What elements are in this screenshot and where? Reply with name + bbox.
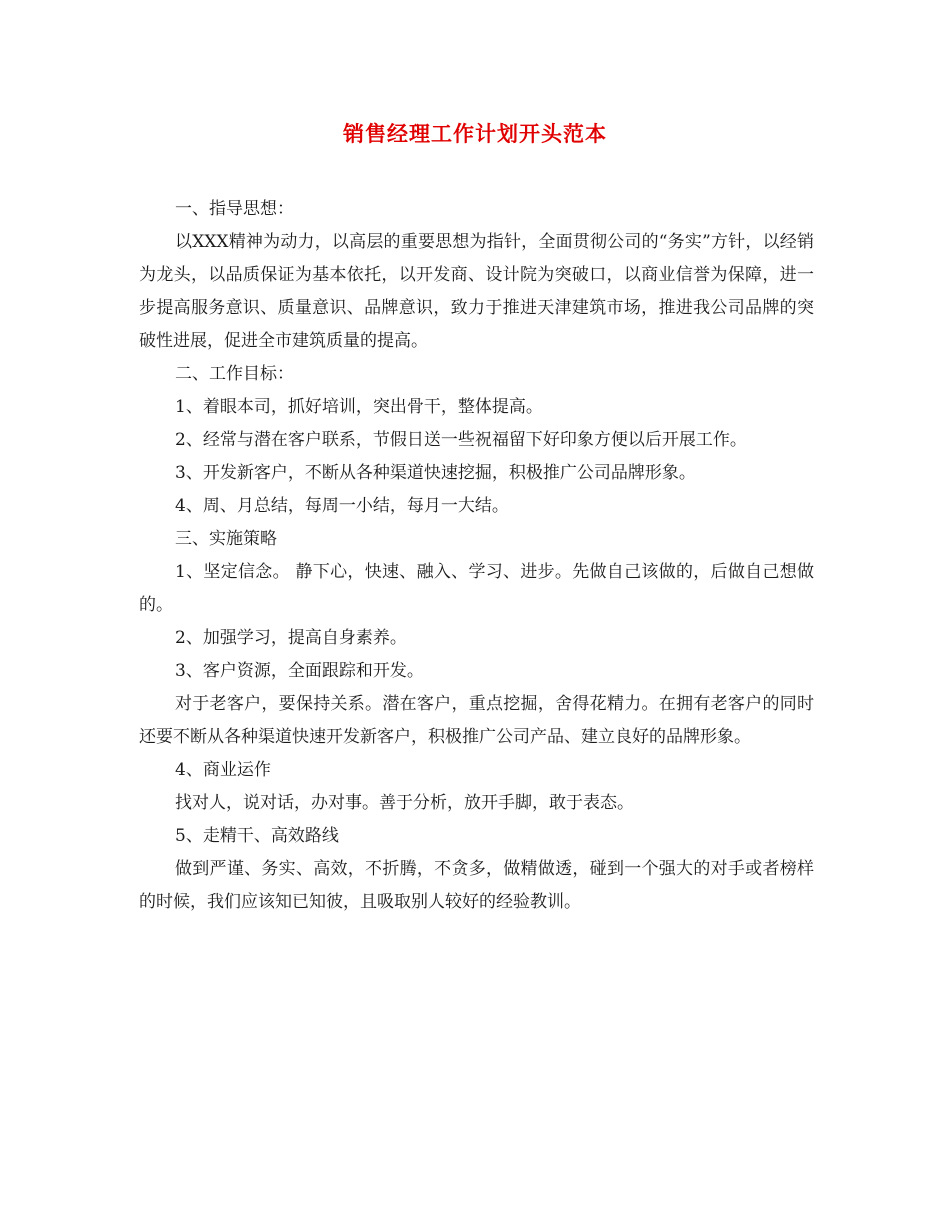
goal-item-4: 4、周、月总结，每周一小结，每月一大结。 xyxy=(175,496,509,516)
goal-item-2: 2、经常与潜在客户联系，节假日送一些祝福留下好印象方便以后开展工作。 xyxy=(175,430,747,450)
section-heading-work-goals: 二、工作目标： xyxy=(175,364,294,384)
paragraph-guiding-ideology: 以XXX精神为动力，以高层的重要思想为指针，全面贯彻公司的“务实”方针，以经销为龙头，以品质保证为基本依托，以开发商、设计院为突破口，以商业信誉为保障，进一步提高服务意识、质量意识、品牌意识，致力于推进天津建筑市场，推进我公司品牌的突破性进展，促进全市建筑质量的提高。 xyxy=(139,232,814,351)
strategy-item-1: 1、坚定信念。 静下心，快速、融入、学习、进步。先做自己该做的，后做自己想做的。 xyxy=(139,562,814,615)
goal-item-1: 1、着眼本司，抓好培训，突出骨干，整体提高。 xyxy=(175,397,543,417)
strategy-item-5: 5、走精干、高效路线 xyxy=(175,826,339,846)
goal-item-3: 3、开发新客户，不断从各种渠道快速挖掘，积极推广公司品牌形象。 xyxy=(175,463,696,483)
strategy-item-2: 2、加强学习，提高自身素养。 xyxy=(175,628,407,648)
paragraph-efficiency: 做到严谨、务实、高效，不折腾，不贪多，做精做透，碰到一个强大的对手或者榜样的时候，我们应该知已知彼，且吸取别人较好的经验教训。 xyxy=(139,859,814,912)
section-heading-guiding-ideology: 一、指导思想： xyxy=(175,199,294,219)
paragraph-business-operation: 找对人，说对话，办对事。善于分析，放开手脚，敢于表态。 xyxy=(175,793,634,813)
document-body xyxy=(139,193,814,919)
section-heading-strategy: 三、实施策略 xyxy=(175,529,277,549)
document-title: 销售经理工作计划开头范本 xyxy=(343,122,607,146)
paragraph-customers: 对于老客户，要保持关系。潜在客户，重点挖掘，舍得花精力。在拥有老客户的同时还要不断从各种渠道快速开发新客户，积极推广公司产品、建立良好的品牌形象。 xyxy=(139,694,814,747)
strategy-item-3: 3、客户资源，全面跟踪和开发。 xyxy=(175,661,424,681)
strategy-item-4: 4、商业运作 xyxy=(175,760,271,780)
